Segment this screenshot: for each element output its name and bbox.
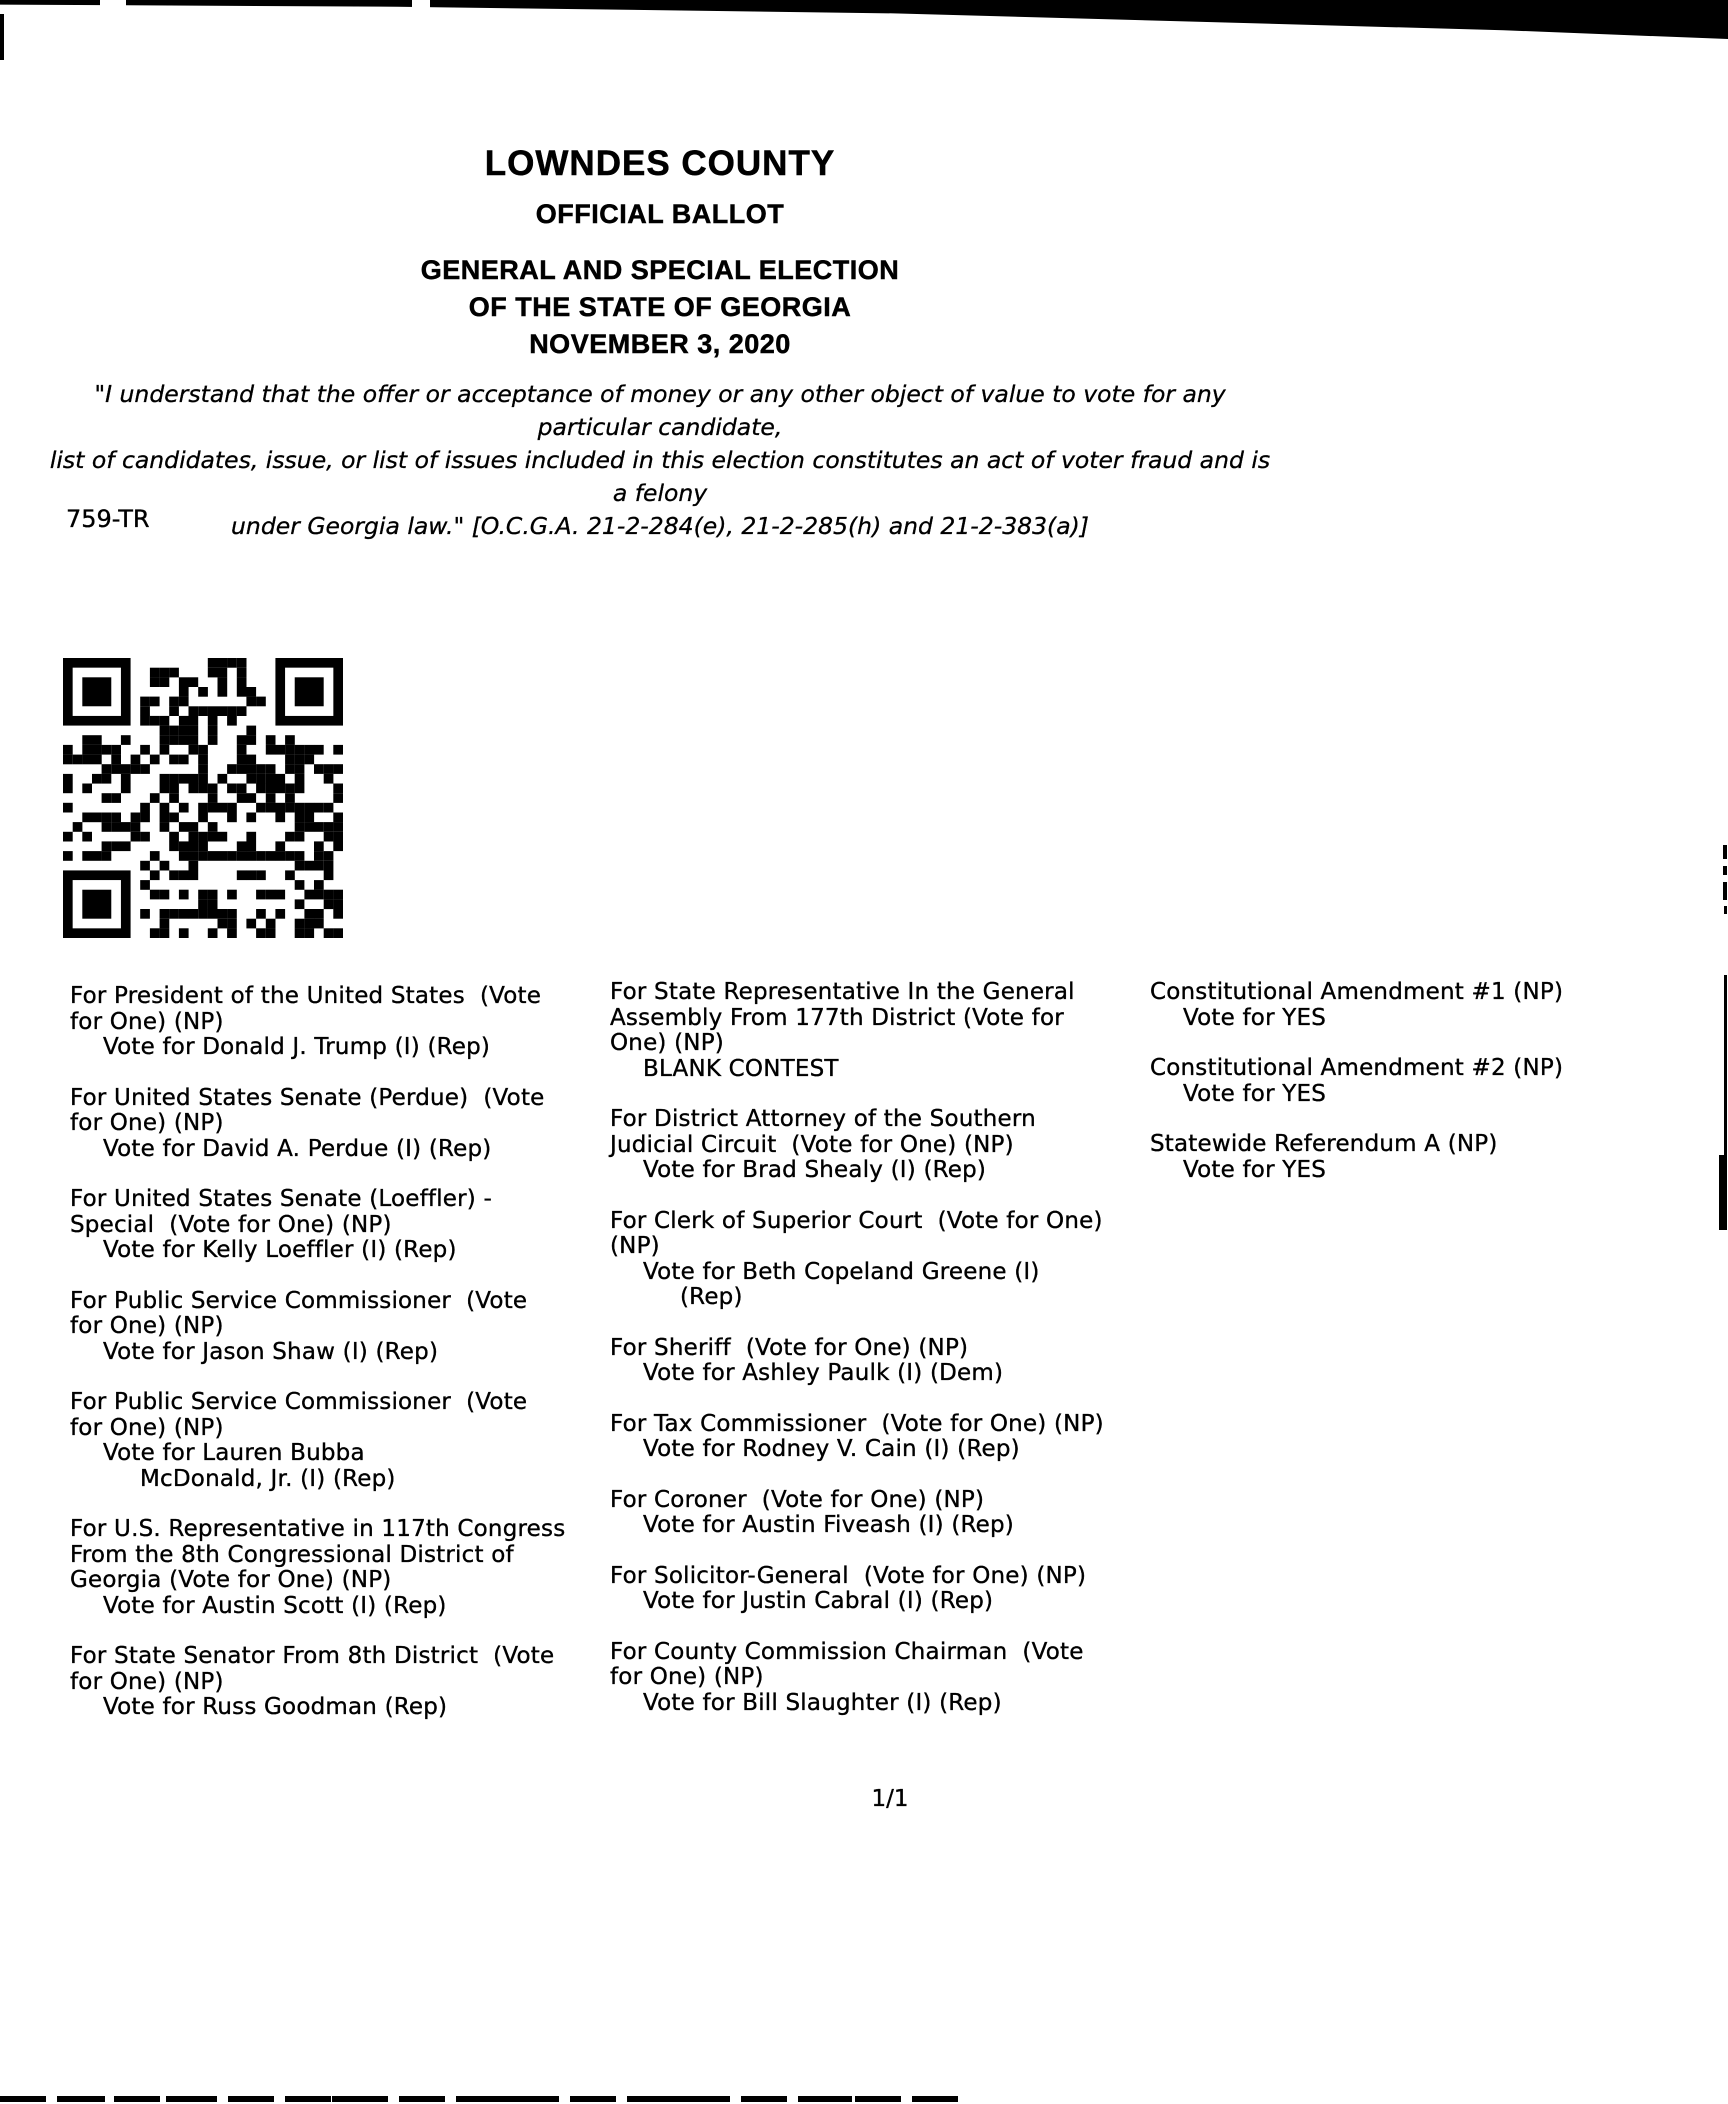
contest-block <box>70 984 630 1061</box>
contest-choice-line: Vote for Rodney V. Cain (I) (Rep) <box>643 1436 1020 1462</box>
contest-block <box>610 1209 1170 1311</box>
contest-block <box>610 980 1170 1082</box>
contest-choice-line: (Rep) <box>680 1284 743 1310</box>
scan-right-edge-line <box>1724 975 1727 1155</box>
contest-title-line: For Coroner (Vote for One) (NP) <box>610 1486 985 1513</box>
contest-title-line: For U.S. Representative in 117th Congress <box>70 1516 566 1542</box>
contest-title-line: For County Commission Chairman (Vote <box>610 1638 1084 1665</box>
contest-title-line: for One) (NP) <box>70 1110 224 1136</box>
scan-left-edge-artifact <box>0 14 4 60</box>
scan-top-edge-gap <box>100 0 126 9</box>
contest-choice-line: Vote for Kelly Loeffler (I) (Rep) <box>103 1237 457 1263</box>
contest-title-line: For Public Service Commissioner (Vote <box>70 1389 528 1415</box>
contest-title-line: For Tax Commissioner (Vote for One) (NP) <box>610 1410 1104 1437</box>
contest-title-line: for One) (NP) <box>70 1008 224 1035</box>
contest-title-line: For Sheriff (Vote for One) (NP) <box>610 1334 969 1361</box>
scan-bottom-edge-artifact <box>0 2096 968 2102</box>
contest-choice-line: Vote for YES <box>1183 1004 1327 1031</box>
contest-choice-line: Vote for Russ Goodman (Rep) <box>103 1694 448 1720</box>
contest-choice-line: McDonald, Jr. (I) (Rep) <box>140 1465 396 1492</box>
contest-block <box>610 1336 1170 1387</box>
disclaimer-line2: list of candidates, issue, or list of issues included in this election constitutes an act of voter fraud and is a felony <box>49 446 1271 507</box>
contest-block <box>70 1086 630 1163</box>
contest-choice-line: Vote for Austin Scott (I) (Rep) <box>103 1592 447 1619</box>
contest-title-line: Judicial Circuit (Vote for One) (NP) <box>610 1131 1014 1158</box>
contest-choice-line: Vote for Lauren Bubba <box>103 1440 365 1466</box>
election-title-line2: OF THE STATE OF GEORGIA <box>468 292 852 322</box>
page-number: 1/1 <box>871 1786 909 1812</box>
contest-choice-line: Vote for Justin Cabral (I) (Rep) <box>643 1588 994 1614</box>
contest-title-line: For United States Senate (Perdue) (Vote <box>70 1084 545 1111</box>
voter-fraud-disclaimer <box>40 378 1280 543</box>
contest-title-line: (NP) <box>610 1233 660 1259</box>
contest-choice-line: Vote for Bill Slaughter (I) (Rep) <box>643 1689 1002 1716</box>
contest-title-line: For State Representative In the General <box>610 979 1075 1005</box>
ballot-county-title: LOWNDES COUNTY <box>484 144 836 183</box>
ballot-type-title: OFFICIAL BALLOT <box>535 199 785 229</box>
contest-choice-line: Vote for Donald J. Trump (I) (Rep) <box>103 1034 491 1060</box>
scan-right-edge-dash <box>1723 845 1727 859</box>
contest-column-3 <box>1150 980 1620 1208</box>
contest-block <box>610 1640 1170 1717</box>
contest-title-line: Constitutional Amendment #2 (NP) <box>1150 1055 1564 1081</box>
disclaimer-line3: under Georgia law." [O.C.G.A. 21-2-284(e), 21-2-285(h) and 21-2-383(a)] <box>231 512 1089 540</box>
contest-block <box>70 1187 630 1264</box>
contest-title-line: Constitutional Amendment #1 (NP) <box>1150 979 1564 1005</box>
contest-choice-line: Vote for YES <box>1183 1080 1327 1107</box>
contest-title-line: For Solicitor-General (Vote for One) (NP) <box>610 1562 1087 1589</box>
contest-title-line: For State Senator From 8th District (Vote <box>70 1643 555 1669</box>
scan-right-edge-line <box>1719 1155 1727 1230</box>
contest-choice-line: Vote for Brad Shealy (I) (Rep) <box>643 1157 987 1183</box>
contest-title-line: For District Attorney of the Southern <box>610 1106 1036 1132</box>
contest-block <box>70 1644 630 1721</box>
contest-column-2 <box>610 980 1170 1741</box>
contest-choice-line: Vote for Beth Copeland Greene (I) <box>643 1258 1040 1285</box>
contest-title-line: From the 8th Congressional District of <box>70 1541 514 1568</box>
contest-title-line: for One) (NP) <box>70 1668 224 1695</box>
contest-title-line: For President of the United States (Vote <box>70 983 542 1009</box>
contest-block <box>1150 980 1620 1031</box>
ballot-style-id: 759-TR <box>66 505 150 533</box>
contest-block <box>70 1390 630 1492</box>
scan-right-edge-dash <box>1723 882 1727 900</box>
scan-top-edge-artifact <box>0 0 1728 42</box>
contest-choice-line: BLANK CONTEST <box>643 1055 839 1082</box>
election-date: NOVEMBER 3, 2020 <box>529 329 791 359</box>
election-title-line1: GENERAL AND SPECIAL ELECTION <box>420 255 900 285</box>
election-title <box>40 252 1280 363</box>
contest-title-line: Assembly From 177th District (Vote for <box>610 1004 1064 1031</box>
contest-block <box>1150 1056 1620 1107</box>
contest-column-1 <box>70 984 630 1746</box>
contest-title-line: for One) (NP) <box>70 1313 224 1339</box>
contest-block <box>610 1564 1170 1615</box>
contest-title-line: for One) (NP) <box>70 1414 224 1441</box>
contest-title-line: Statewide Referendum A (NP) <box>1150 1131 1498 1157</box>
contest-title-line: for One) (NP) <box>610 1664 764 1690</box>
contest-title-line: For Clerk of Superior Court (Vote for One) <box>610 1207 1103 1234</box>
scan-right-edge-dash <box>1724 906 1727 914</box>
disclaimer-line1: "I understand that the offer or acceptance of money or any other object of value to vote for any particular candidate, <box>94 380 1226 441</box>
contest-block <box>1150 1132 1620 1183</box>
contest-title-line: Georgia (Vote for One) (NP) <box>70 1567 392 1593</box>
contest-choice-line: Vote for Jason Shaw (I) (Rep) <box>103 1338 439 1365</box>
qr-code-icon <box>63 658 343 938</box>
contest-choice-line: Vote for Ashley Paulk (I) (Dem) <box>643 1360 1004 1386</box>
contest-title-line: Special (Vote for One) (NP) <box>70 1211 392 1238</box>
contest-title-line: For Public Service Commissioner (Vote <box>70 1287 528 1314</box>
scan-top-edge-gap <box>412 0 430 9</box>
contest-choice-line: Vote for Austin Fiveash (I) (Rep) <box>643 1512 1014 1538</box>
contest-block <box>610 1412 1170 1463</box>
contest-choice-line: Vote for David A. Perdue (I) (Rep) <box>103 1135 492 1162</box>
contest-block <box>610 1488 1170 1539</box>
contest-block <box>70 1289 630 1366</box>
contest-block <box>610 1107 1170 1184</box>
scan-right-edge-dash <box>1723 866 1727 875</box>
contest-title-line: For United States Senate (Loeffler) - <box>70 1186 492 1212</box>
contest-title-line: One) (NP) <box>610 1030 724 1056</box>
contest-block <box>70 1517 630 1619</box>
contest-choice-line: Vote for YES <box>1183 1156 1327 1183</box>
